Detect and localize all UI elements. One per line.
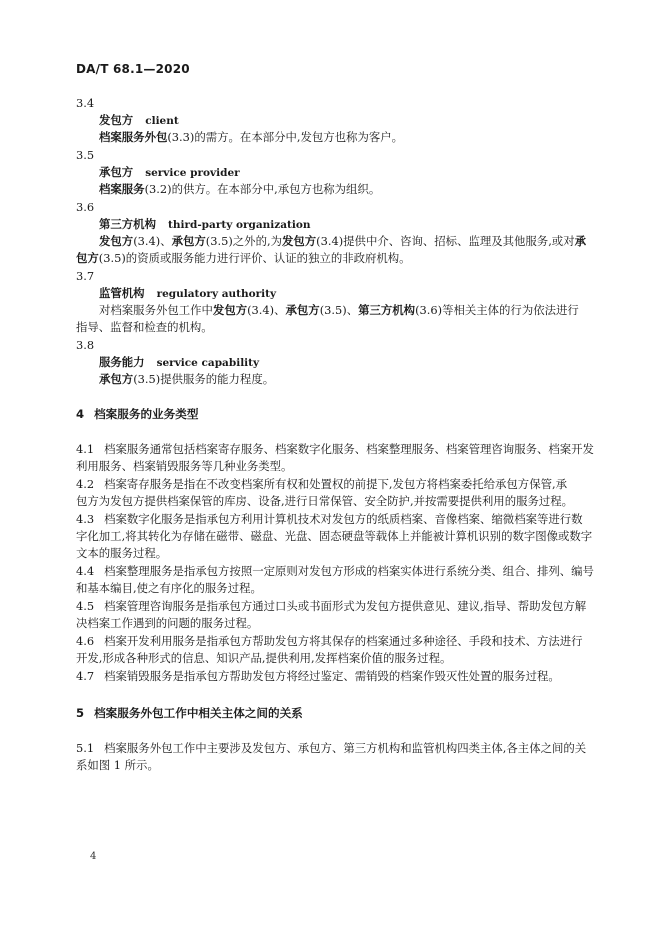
def-text: (3.5)之外的,为 — [205, 234, 282, 248]
term-en: service capability — [156, 357, 260, 369]
def-text: (3.2)的供方。在本部分中,承包方也称为组织。 — [144, 182, 381, 196]
standard-number-header: DA/T 68.1—2020 — [76, 62, 190, 76]
term-number: 3.7 — [76, 269, 95, 283]
def-ref: 承包方 — [285, 303, 320, 317]
clause-line — [76, 511, 583, 527]
clause-number: 5.1 — [76, 741, 95, 755]
def-ref: 发包方 — [99, 234, 134, 248]
term-cn: 承包方 — [99, 165, 134, 179]
def-text: (3.5)提供服务的能力程度。 — [133, 372, 275, 386]
clause-line: 开发,形成各种形式的信息、知识产品,提供利用,发挥档案价值的服务过程。 — [76, 651, 452, 665]
def-text: (3.4)、 — [133, 234, 172, 248]
clause-line: 利用服务、档案销毁服务等几种业务类型。 — [76, 459, 293, 473]
clause-line: 系如图 1 所示。 — [76, 758, 159, 772]
def-text: (3.3)的需方。在本部分中,发包方也称为客户。 — [167, 130, 404, 144]
def-text: (3.5)、 — [319, 303, 359, 317]
section-heading — [76, 705, 303, 721]
def-ref: 承包方 — [99, 372, 134, 386]
term-number: 3.8 — [76, 338, 95, 352]
def-text: (3.5)的资质或服务能力进行评价、认证的独立的非政府机构。 — [98, 251, 411, 265]
term-heading — [99, 112, 179, 129]
term-definition — [99, 181, 380, 197]
clause-line — [76, 563, 594, 579]
term-cn: 服务能力 — [99, 355, 145, 369]
clause-line — [76, 633, 583, 649]
term-definition-line — [76, 319, 213, 335]
clause-line: 包方为发包方提供档案保管的库房、设备,进行日常保管、安全防护,并按需要提供利用的服务过程。 — [76, 494, 574, 508]
term-cn: 监管机构 — [99, 286, 145, 300]
def-ref: 档案服务外包 — [99, 130, 168, 144]
def-ref: 包方 — [76, 251, 99, 265]
section-number: 4 — [76, 407, 85, 421]
def-text: 指导、监督和检查的机构。 — [76, 320, 213, 334]
clause-line — [76, 598, 586, 614]
term-definition-line — [99, 233, 586, 249]
def-ref: 发包方 — [281, 234, 317, 248]
term-number: 3.4 — [76, 96, 95, 110]
clause-number: 4.2 — [76, 477, 95, 491]
clause-line: 和基本编目,使之有序化的服务过程。 — [76, 581, 262, 595]
term-heading — [99, 216, 311, 233]
term-definition-line — [99, 302, 579, 318]
term-en: regulatory authority — [156, 288, 277, 300]
def-text: (3.4)提供中介、咨询、招标、监理及其他服务,或对 — [316, 234, 575, 248]
clause-number: 4.5 — [76, 599, 95, 613]
clause-text: 档案整理服务是指承包方按照一定原则对发包方形成的档案实体进行系统分类、组合、排列、编号 — [104, 564, 594, 578]
def-ref: 第三方机构 — [358, 303, 416, 317]
section-number: 5 — [76, 706, 85, 720]
term-cn: 发包方 — [99, 113, 134, 127]
def-ref: 发包方 — [212, 303, 248, 317]
clause-text: 档案数字化服务是指承包方利用计算机技术对发包方的纸质档案、音像档案、缩微档案等进行数 — [104, 512, 583, 526]
page-number: 4 — [90, 851, 97, 862]
clause-line: 决档案工作遇到的问题的服务过程。 — [76, 616, 259, 630]
term-definition — [99, 371, 274, 387]
term-number: 3.5 — [76, 148, 95, 162]
term-heading — [99, 285, 276, 302]
section-title: 档案服务的业务类型 — [94, 407, 199, 421]
term-cn: 第三方机构 — [99, 217, 156, 231]
def-ref: 档案服务 — [99, 182, 145, 196]
clause-line — [76, 476, 567, 492]
clause-number: 4.1 — [76, 442, 95, 456]
term-heading — [99, 354, 259, 371]
def-text: (3.4)、 — [247, 303, 286, 317]
clause-number: 4.7 — [76, 669, 95, 683]
clause-line — [76, 441, 594, 457]
clause-line — [76, 740, 586, 756]
term-en: service provider — [145, 167, 240, 179]
clause-number: 4.4 — [76, 564, 95, 578]
clause-text: 档案管理咨询服务是指承包方通过口头或书面形式为发包方提供意见、建议,指导、帮助发包方解 — [104, 599, 587, 613]
clause-line — [76, 668, 560, 684]
def-text: 对档案服务外包工作中 — [99, 303, 213, 317]
term-definition — [99, 129, 403, 145]
section-heading — [76, 406, 198, 422]
term-en: client — [145, 115, 179, 127]
clause-text: 档案服务通常包括档案寄存服务、档案数字化服务、档案整理服务、档案管理咨询服务、档案开发 — [104, 442, 594, 456]
clause-number: 4.3 — [76, 512, 95, 526]
def-text: (3.6)等相关主体的行为依法进行 — [415, 303, 579, 317]
term-heading — [99, 164, 240, 181]
term-en: third-party organization — [167, 219, 311, 231]
def-ref: 承包方 — [171, 234, 206, 248]
clause-text: 档案开发利用服务是指承包方帮助发包方将其保存的档案通过多种途径、手段和技术、方法进行 — [104, 634, 583, 648]
clause-number: 4.6 — [76, 634, 95, 648]
clause-text: 档案寄存服务是指在不改变档案所有权和处置权的前提下,发包方将档案委托给承包方保管,承 — [104, 477, 567, 491]
section-title: 档案服务外包工作中相关主体之间的关系 — [94, 706, 303, 720]
clause-line: 文本的服务过程。 — [76, 546, 168, 560]
def-ref: 承 — [574, 234, 586, 248]
term-definition-line — [76, 250, 411, 266]
clause-text: 档案服务外包工作中主要涉及发包方、承包方、第三方机构和监管机构四类主体,各主体之间的关 — [104, 741, 587, 755]
term-number: 3.6 — [76, 200, 95, 214]
clause-text: 档案销毁服务是指承包方帮助发包方将经过鉴定、需销毁的档案作毁灭性处置的服务过程。 — [104, 669, 560, 683]
clause-line: 字化加工,将其转化为存储在磁带、磁盘、光盘、固态硬盘等载体上并能被计算机识别的数字图像或数字 — [76, 529, 593, 543]
